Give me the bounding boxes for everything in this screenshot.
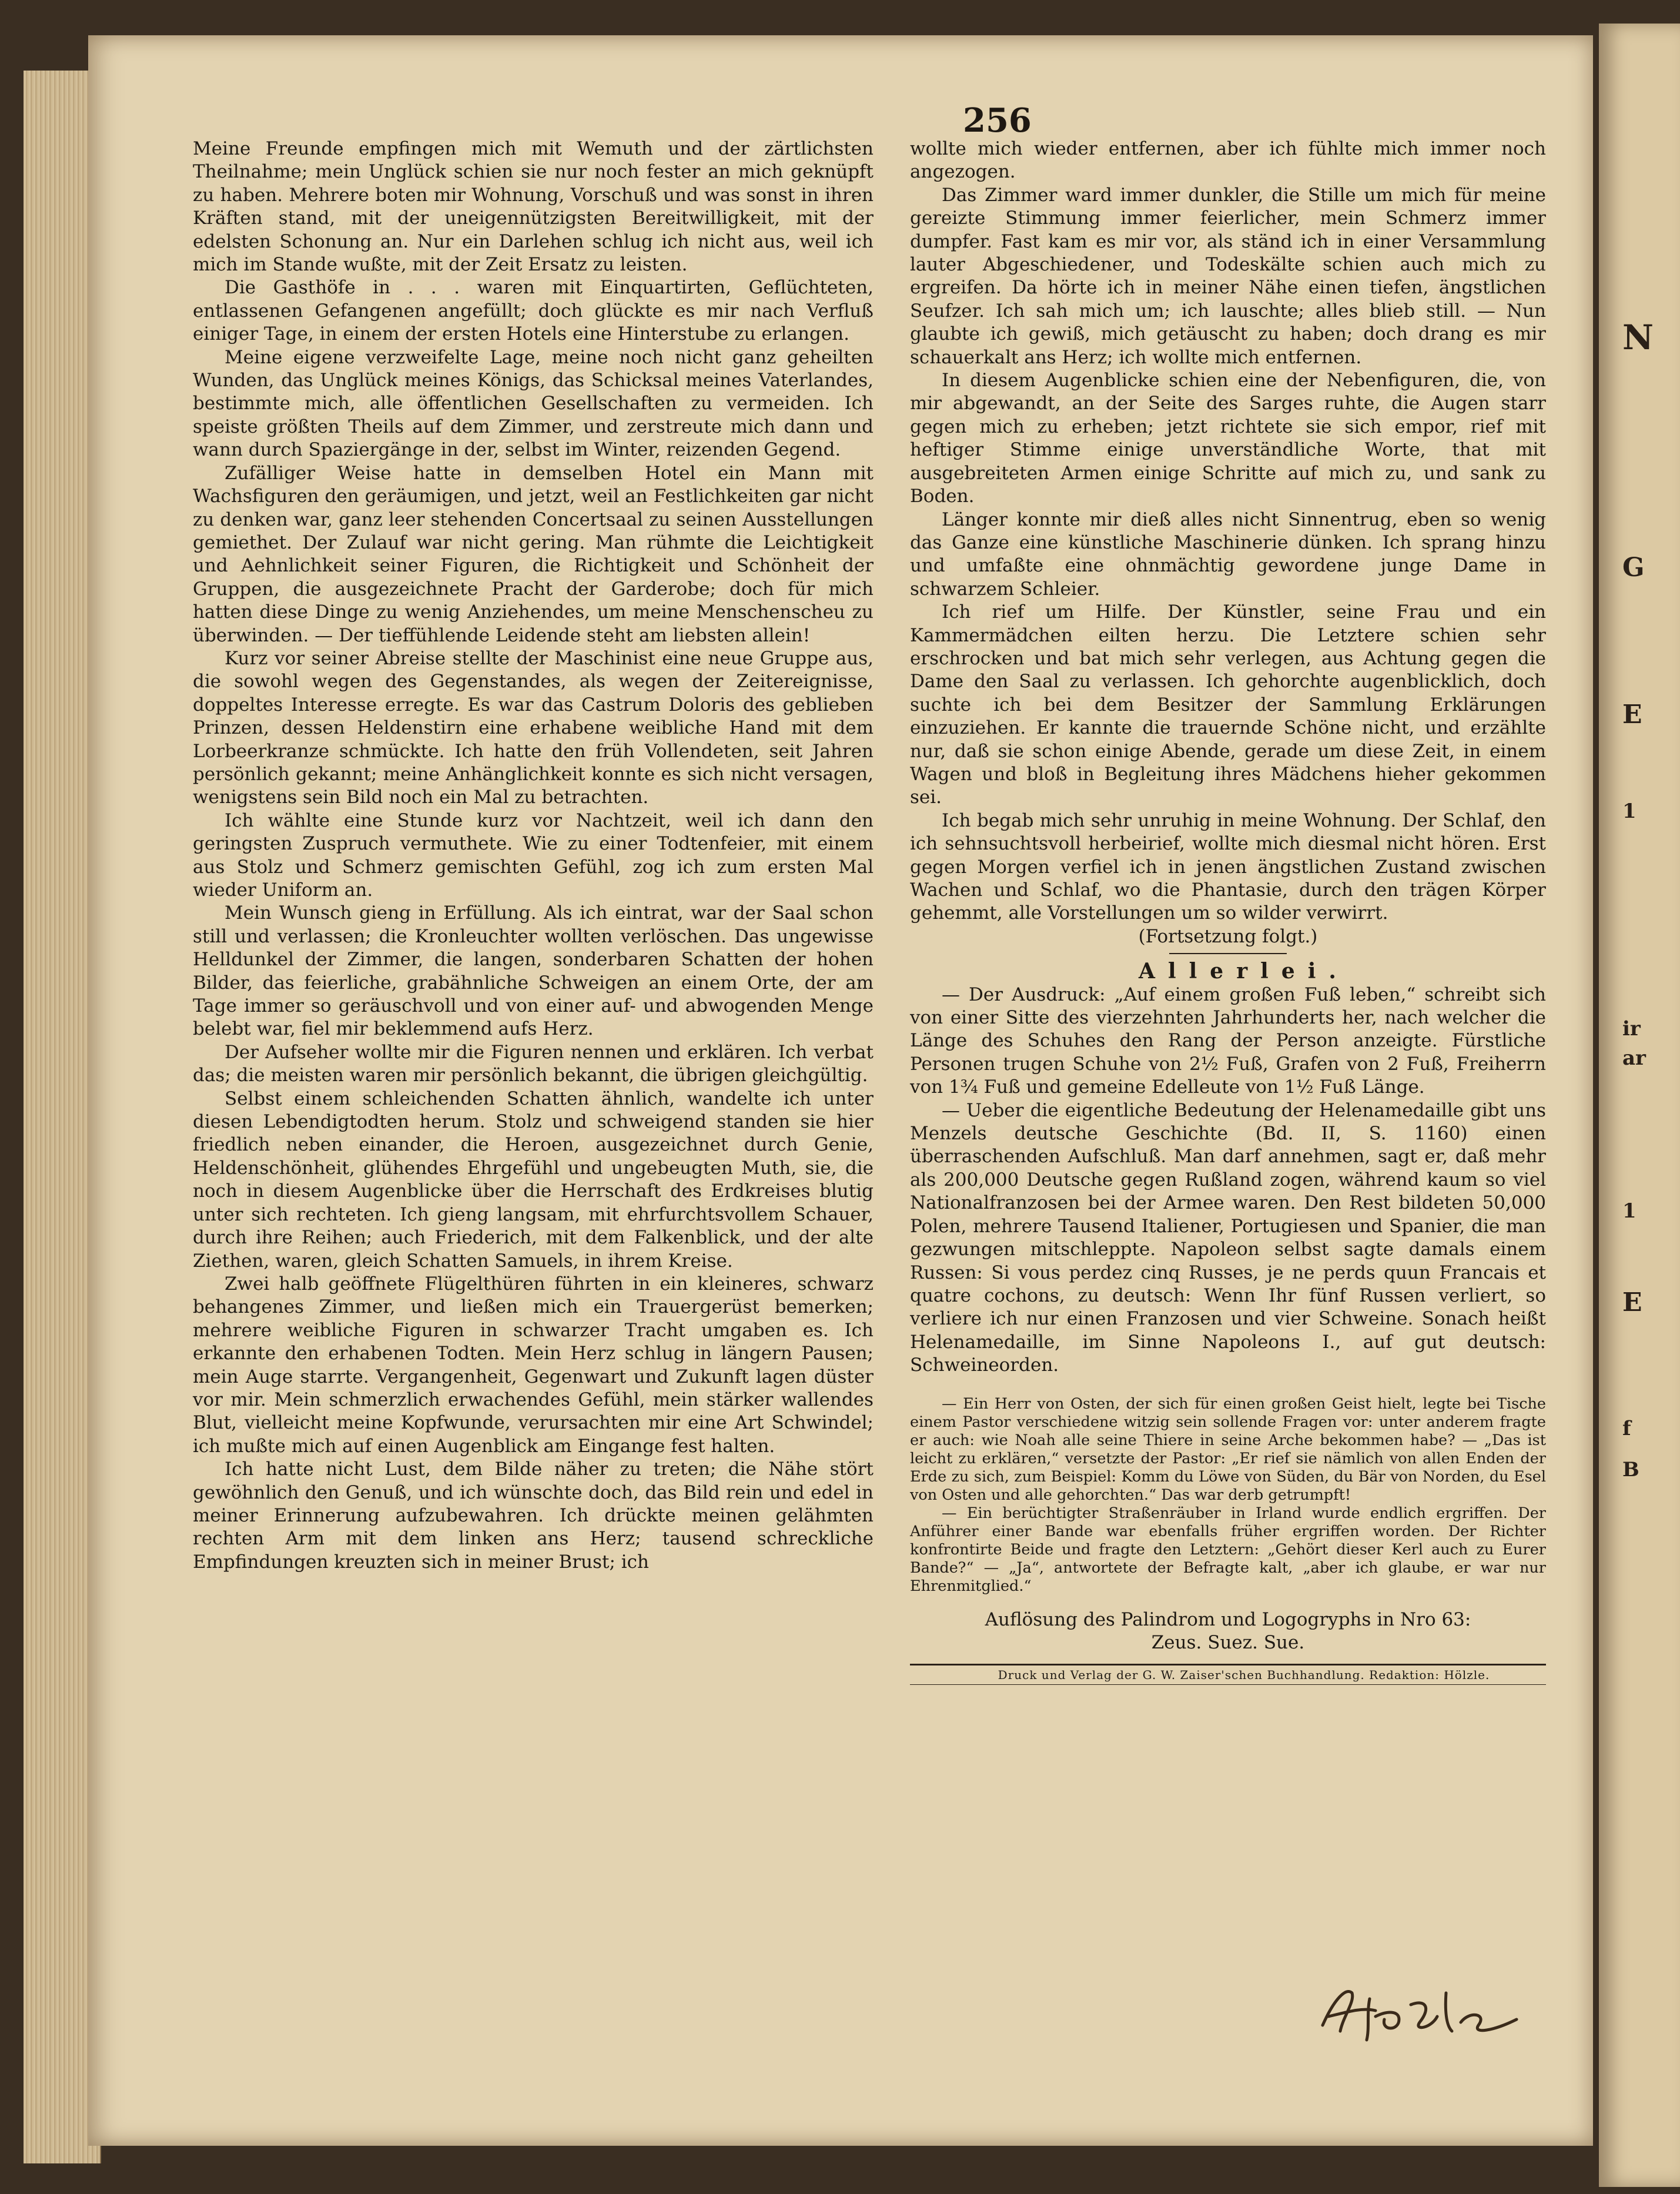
left-column (193, 138, 874, 1574)
fragment: 1 (1622, 800, 1637, 823)
paragraph: Meine Freunde empfingen mich mit Wemuth und der zärtlichsten Theilnahme; mein Unglück schien sie nur noch fester an mich geknüpft zu haben. Mehrere boten mir Wohnung, Vorschuß und was sonst in ihren Kräften stand, mit der uneigennützigsten Bereitwilligkeit, mit der edelsten Schonung an. Nur ein Darlehen schlug ich nicht aus, weil ich mich im Stande wußte, mit der Zeit Ersatz zu leisten. (193, 138, 874, 276)
divider (1169, 953, 1287, 954)
paragraph: Zufälliger Weise hatte in demselben Hotel ein Mann mit Wachsfiguren den geräumigen, und jetzt, weil an Festlichkeiten gar nicht zu denken war, ganz leer stehenden Concertsaal zu seinen Ausstellungen gemiethet. Der Zulauf war nicht gering. Man rühmte die Leichtigkeit und Aehnlichkeit seiner Figuren, die Richtigkeit und Schönheit der Gruppen, die ausgezeichnete Pracht der Garderobe; doch für mich hatten diese Dinge zu wenig Anziehendes, um meine Menschenscheu zu überwinden. — Der tieffühlende Leidende steht am liebsten allein! (193, 462, 874, 646)
paragraph: In diesem Augenblicke schien eine der Nebenfiguren, die, von mir abgewandt, an der Seite des Sarges ruhte, die Augen starr gegen mich zu erheben; jetzt richtete sie sich empor, rief mit heftiger Stimme einige unverständliche Worte, that mit ausgebreiteten Armen einige Schritte auf mich zu, und sank zu Boden. (910, 370, 1546, 507)
fragment: ir (1622, 1017, 1641, 1041)
paragraph: Der Aufseher wollte mir die Figuren nennen und erklären. Ich verbat das; die meisten waren mir persönlich bekannt, die übrigen gleichgültig. (193, 1041, 874, 1086)
adjacent-page-edge (1599, 24, 1680, 2187)
paragraph: Das Zimmer ward immer dunkler, die Stille um mich für meine gereizte Stimmung immer feierlicher, mein Schmerz immer dumpfer. Fast kam es mir vor, als ständ ich in einer Versammlung lauter Abgeschiedener, und Todeskälte schien auch mich zu ergreifen. Da hörte ich in meiner Nähe einen tiefen, ängstlichen Seufzer. Ich sah mich um; ich lauschte; alles blieb still. — Nun glaubte ich gewiß, mich getäuscht zu haben; doch drang es mir schauerkalt ans Herz; ich wollte mich entfernen. (910, 184, 1546, 368)
anecdotes (910, 1395, 1546, 1596)
fragment: N (1622, 317, 1654, 357)
section-title: Allerlei. (1139, 959, 1349, 984)
fragment: B (1622, 1458, 1639, 1481)
fragment: f (1622, 1417, 1631, 1440)
paragraph: Ich rief um Hilfe. Der Künstler, seine Frau und ein Kammermädchen eilten herzu. Die Letztere schien sehr erschrocken und bat mich sehr verlegen, aus Achtung gegen die Dame den Saal zu verlassen. Ich gehorchte augenblicklich, doch suchte ich bei dem Besitzer der Sammlung Erklärungen einzuziehen. Er kannte die trauernde Schöne nicht, und erzählte nur, daß sie schon einige Abende, gerade um diese Zeit, in einem Wagen und bloß in Begleitung ihres Mädchens hieher gekommen sei. (910, 601, 1546, 808)
paragraph: Zwei halb geöffnete Flügelthüren führten in ein kleineres, schwarz behangenes Zimmer, und ließen mich ein Trauergerüst bemerken; mehrere weibliche Figuren in schwarzer Tracht umgaben es. Ich erkannte den erhabenen Todten. Mein Herz schlug in längern Pausen; mein Auge starrte. Vergangenheit, Gegenwart und Zukunft lagen düster vor mir. Mein schmerzlich erwachendes Gefühl, mein stärker wallendes Blut, vielleicht meine Kopfwunde, verursachten mir eine Art Schwindel; ich mußte mich auf einen Augenblick am Eingange fest halten. (193, 1273, 874, 1457)
handwritten-signature (1311, 1975, 1534, 2046)
fragment: E (1622, 700, 1642, 730)
puzzle-solution (910, 1608, 1546, 1655)
fragment: E (1622, 1287, 1642, 1317)
continued-note: (Fortsetzung folgt.) (1138, 925, 1318, 947)
paragraph: Länger konnte mir dieß alles nicht Sinnentrug, eben so wenig das Ganze eine künstliche Maschinerie dünken. Ich sprang hinzu und umfaßte eine ohnmächtig gewordene junge Dame in schwarzem Schleier. (910, 509, 1546, 600)
fragment: 1 (1622, 1199, 1637, 1223)
anecdote: — Ein berüchtigter Straßenräuber in Irland wurde endlich ergriffen. Der Anführer einer Bande war ebenfalls früher ergriffen worden. Der Richter konfrontirte Beide und fragte den Letztern: „Gehört dieser Kerl auch zu Eurer Bande?“ — „Ja“, antwortete der Befragte kalt, „aber ich glaube, er war nur Ehrenmitglied.“ (910, 1504, 1546, 1595)
page-number: 256 (963, 101, 1032, 140)
divider (910, 1664, 1546, 1665)
paragraph: Ich begab mich sehr unruhig in meine Wohnung. Der Schlaf, den ich sehnsuchtsvoll herbeirief, wollte mich diesmal nicht hören. Erst gegen Morgen verfiel ich in jenen ängstlichen Zustand zwischen Wachen und Schlaf, wo die Phantasie, durch den trägen Körper gehemmt, alle Vorstellungen um so wilder verwirrt. (910, 810, 1546, 924)
paragraph: wollte mich wieder entfernen, aber ich fühlte mich immer noch angezogen. (910, 138, 1546, 183)
allerlei-item: — Ueber die eigentliche Bedeutung der Helenamedaille gibt uns Menzels deutsche Geschichte (Bd. II, S. 1160) einen überraschenden Aufschluß. Man darf annehmen, sagt er, daß mehr als 200,000 Deutsche gegen Rußland zogen, während kaum so viel Nationalfranzosen bei der Armee waren. Den Rest bildeten 50,000 Polen, mehrere Tausend Italiener, Portugiesen und Spanier, die man gezwungen mitschleppte. Napoleon selbst sagte damals einem Russen: Si vous perdez cinq Russes, je ne perds quun Francais et quatre cochons, zu deutsch: Wenn Ihr fünf Russen verliert, so verliere ich nur einen Franzosen und vier Schweine. Sonach heißt Helenamedaille, im Sinne Napoleons I., auf gut deutsch: Schweineorden. (910, 1099, 1546, 1376)
allerlei-item: — Der Ausdruck: „Auf einem großen Fuß leben,“ schreibt sich von einer Sitte des vierzehnten Jahrhunderts her, nach welcher die Länge des Schuhes den Rang der Person anzeigte. Fürstliche Personen trugen Schuhe von 2½ Fuß, Grafen von 2 Fuß, Freiherrn von 1¾ Fuß und gemeine Edelleute von 1½ Fuß Länge. (910, 984, 1546, 1098)
puzzle-answer: Zeus. Suez. Sue. (1151, 1631, 1305, 1653)
paragraph: Mein Wunsch gieng in Erfüllung. Als ich eintrat, war der Saal schon still und verlassen; die Kronleuchter wollten verlöschen. Das ungewisse Helldunkel der Zimmer, die langen, sonderbaren Schatten der hohen Bilder, das feierliche, grabähnliche Schweigen an einem Orte, der am Tage immer so geräuschvoll und von einer auf- und abwogenden Menge belebt war, fiel mir beklemmend aufs Herz. (193, 902, 874, 1040)
paragraph: Kurz vor seiner Abreise stellte der Maschinist eine neue Gruppe aus, die sowohl wegen des Gegenstandes, als wegen der Zeitereignisse, doppeltes Interesse erregte. Es war das Castrum Doloris des geblieben Prinzen, dessen Heldenstirn eine erhabene weibliche Hand mit dem Lorbeerkranze schmückte. Ich hatte den früh Vollendeten, seit Jahren persönlich gekannt; meine Anhänglichkeit konnte es sich nicht versagen, wenigstens sein Bild noch ein Mal zu betrachten. (193, 647, 874, 808)
divider (910, 1684, 1546, 1685)
paragraph: Selbst einem schleichenden Schatten ähnlich, wandelte ich unter diesen Lebendigtodten herum. Stolz und schweigend standen sie hier friedlich neben einander, die Heroen, ausgezeichnet durch Genie, Heldenschönheit, glühendes Ehrgefühl und ungebeugten Muth, sie, die noch in diesem Augenblicke über die Herrschaft des Erdkreises blutig unter sich rechteten. Ich gieng langsam, mit ehrfurchtsvollem Schauer, durch ihre Reihen; auch Friederich, mit dem Falkenblick, und der alte Ziethen, waren, gleich Schatten Samuels, in ihrem Kreise. (193, 1088, 874, 1272)
puzzle-title: Auflösung des Palindrom und Logogryphs in Nro 63: (985, 1608, 1471, 1630)
paragraph: Die Gasthöfe in . . . waren mit Einquartirten, Geflüchteten, entlassenen Gefangenen angefüllt; doch glückte es mir nach Verfluß einiger Tage, in einem der ersten Hotels eine Hinterstube zu erlangen. (193, 277, 874, 345)
fragment: ar (1622, 1046, 1646, 1070)
imprint: Druck und Verlag der G. W. Zaiser'schen Buchhandlung. Redaktion: Hölzle. (998, 1668, 1490, 1683)
paragraph: Ich wählte eine Stunde kurz vor Nachtzeit, weil ich dann den geringsten Zuspruch vermuthete. Wie zu einer Todtenfeier, mit einem aus Stolz und Schmerz gemischten Gefühl, zog ich zum ersten Mal wieder Uniform an. (193, 810, 874, 901)
anecdote: — Ein Herr von Osten, der sich für einen großen Geist hielt, legte bei Tische einem Pastor verschiedene witzig sein sollende Fragen vor: unter anderem fragte er auch: wie Noah alle seine Thiere in seine Arche bekommen habe? — „Das ist leicht zu erklären,“ versetzte der Pastor: „Er rief sie nämlich von allen Enden der Erde zu sich, zum Beispiel: Komm du Löwe von Süden, du Bär von Norden, du Esel von Osten und alle gehorchten.“ Das war derb getrumpft! (910, 1394, 1546, 1504)
right-column (910, 138, 1546, 1685)
fragment: G (1622, 553, 1645, 583)
paragraph: Ich hatte nicht Lust, dem Bilde näher zu treten; die Nähe stört gewöhnlich den Genuß, und ich wünschte doch, das Bild rein und edel in meiner Erinnerung aufzubewahren. Ich drückte meinen gelähmten rechten Arm mit dem linken ans Herz; tausend schreckliche Empfindungen kreuzten sich in meiner Brust; ich (193, 1459, 874, 1573)
paragraph: Meine eigene verzweifelte Lage, meine noch nicht ganz geheilten Wunden, das Unglück meines Königs, das Schicksal meines Vaterlandes, bestimmte mich, alle öffentlichen Gesellschaften zu vermeiden. Ich speiste größten Theils auf dem Zimmer, und zerstreute mich dann und wann durch Spaziergänge in der, selbst im Winter, reizenden Gegend. (193, 346, 874, 461)
